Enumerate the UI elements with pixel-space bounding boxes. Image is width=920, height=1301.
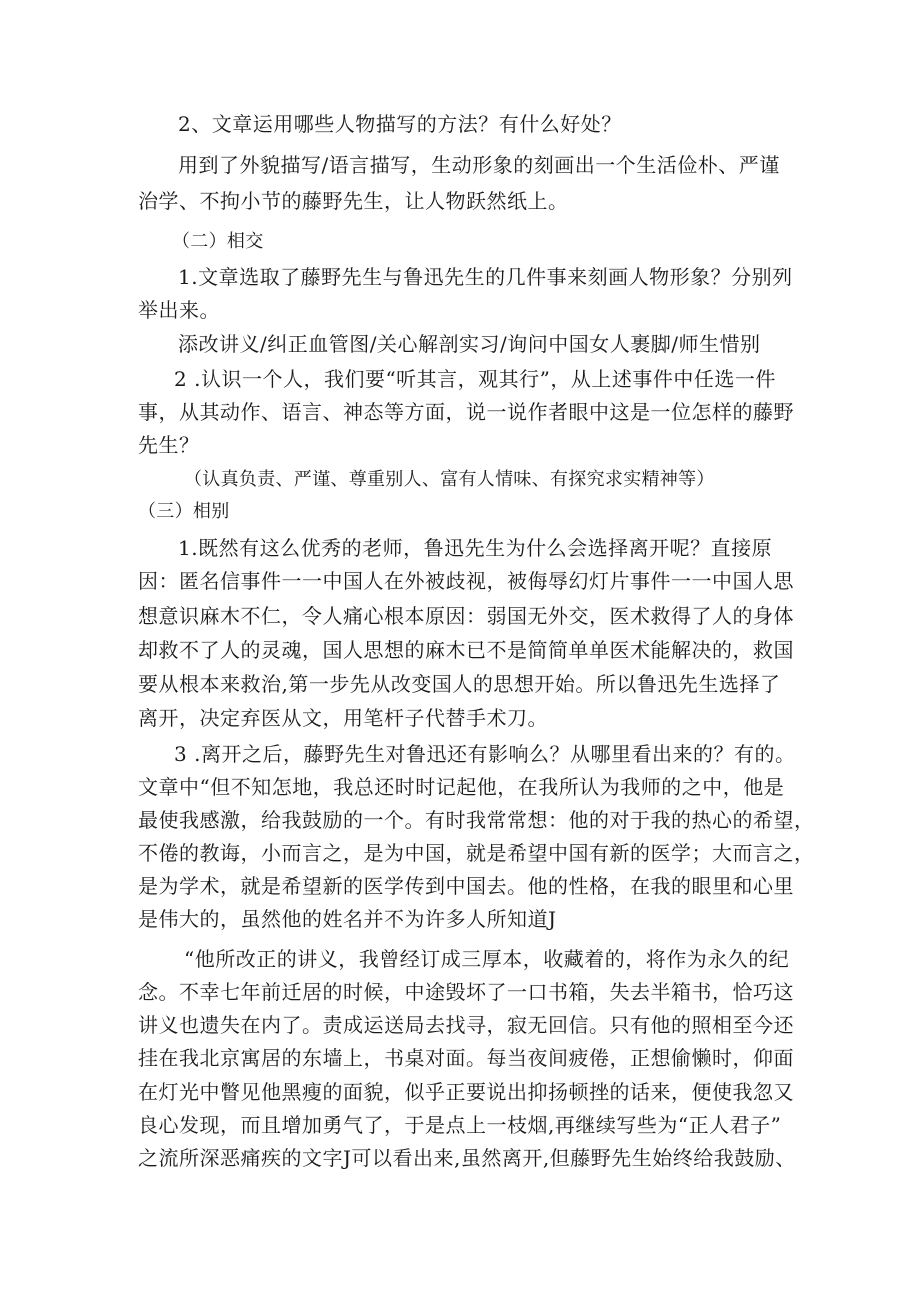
s3-quote-line: “他所改正的讲义，我曾经订成三厚本，收藏着的，将作为永久的纪	[184, 947, 790, 971]
s3-question-3-line: 是为学术，就是希望新的医学传到中国去。他的性格，在我的眼里和心里	[138, 874, 794, 898]
s3-quote-line: 良心发现，而且增加勇气了，于是点上一枝烟,再继续写些为“正人君子”	[138, 1113, 782, 1137]
s3-question-1-line: 离开，决定弃医从文，用笔杆子代替手术刀。	[138, 706, 548, 730]
s2-question-2-answer: （认真负责、严谨、尊重别人、富有人情味、有探究求实精神等）	[184, 469, 715, 490]
s2-question-1-answer: 添改讲义/纠正血管图/关心解剖实习/询问中国女人裹脚/师生惜别	[178, 332, 761, 356]
s3-question-3-line: 最使我感激，给我鼓励的一个。有时我常常想：他的对于我的热心的希望，	[138, 808, 815, 832]
q2-answer-line: 治学、不拘小节的藤野先生，让人物跃然纸上。	[138, 189, 569, 213]
q2-answer-line: 用到了外貌描写/语言描写，生动形象的刻画出一个生活俭朴、严谨	[178, 153, 780, 177]
s3-quote-line: 挂在我北京寓居的东墙上，书桌对面。每当夜间疲倦，正想偷懒时，仰面	[138, 1046, 794, 1070]
s2-question-2-line: 先生？	[138, 433, 200, 457]
s2-question-2-line: 事，从其动作、语言、神态等方面，说一说作者眼中这是一位怎样的藤野	[138, 400, 794, 424]
s2-question-2-line: 2 .认识一个人，我们要“听其言，观其行”，从上述事件中任选一件	[174, 367, 776, 391]
s3-quote-line: 讲义也遗失在内了。责成运送局去找寻，寂无回信。只有他的照相至今还	[138, 1013, 794, 1037]
s3-question-1-line: 1.既然有这么优秀的老师，鲁迅先生为什么会选择离开呢？直接原	[178, 536, 773, 560]
s3-quote-line: 念。不幸七年前迁居的时候，中途毁坏了一口书箱，失去半箱书，恰巧这	[138, 980, 794, 1004]
s3-question-1-line: 因：匿名信事件一一中国人在外被歧视，被侮辱幻灯片事件一一中国人思	[138, 569, 794, 593]
s3-question-3-line: 文章中“但不知怎地，我总还时时记起他，在我所认为我师的之中，他是	[138, 775, 785, 799]
s3-question-3-line: 3 .离开之后，藤野先生对鲁迅还有影响么？从哪里看出来的？有的。	[174, 742, 796, 766]
s3-question-3-line: 不倦的教诲，小而言之，是为中国，就是希望中国有新的医学；大而言之，	[138, 841, 815, 865]
s3-quote-line: 之流所深恶痛疾的文字J可以看出来,虽然离开,但藤野先生始终给我鼓励、	[138, 1146, 796, 1170]
s3-question-1-line: 想意识麻木不仁，令人痛心根本原因：弱国无外交，医术救得了人的身体	[138, 604, 794, 628]
s3-question-3-line: 是伟大的，虽然他的姓名并不为许多人所知道J	[138, 907, 557, 931]
s3-question-1-line: 却救不了人的灵魂，国人思想的麻木已不是简简单单医术能解决的，救国	[138, 638, 794, 662]
section-3-heading: （三）相别	[138, 501, 230, 522]
q2-title: 2、文章运用哪些人物描写的方法？有什么好处？	[178, 112, 622, 136]
s2-question-1-line: 举出来。	[138, 298, 220, 322]
section-2-heading: （二）相交	[172, 231, 264, 252]
s3-question-1-line: 要从根本来救治,第一步先从改变国人的思想开始。所以鲁迅先生选择了	[138, 672, 781, 696]
s2-question-1-line: 1.文章选取了藤野先生与鲁迅先生的几件事来刻画人物形象？分别列	[178, 265, 793, 289]
s3-quote-line: 在灯光中瞥见他黑瘦的面貌，似乎正要说出抑扬顿挫的话来，便使我忽又	[138, 1080, 794, 1104]
